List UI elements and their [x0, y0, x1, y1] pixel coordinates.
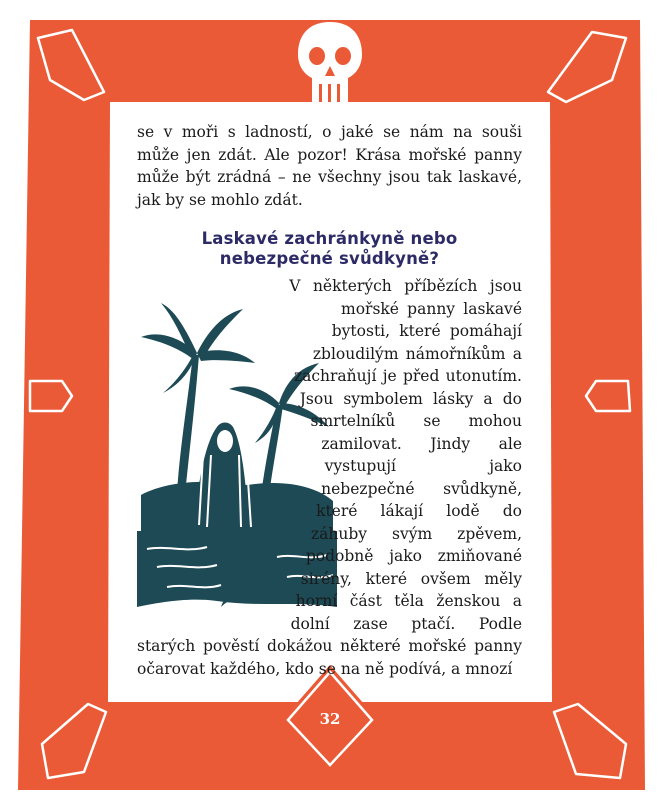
heading-line-2: nebezpečné svůdkyně? — [219, 249, 440, 268]
page-number: 32 — [319, 710, 341, 728]
page-text — [137, 121, 522, 691]
intro-paragraph: se v moři s ladností, o jaké se nám na souši může jen zdát. Ale pozor! Krása mořské panny může být zrádná – ne všechny jsou tak laskavé, jak by se mohlo zdát. — [137, 123, 522, 209]
body-block — [137, 275, 522, 680]
body-paragraph: V některých příbězích jsou mořské panny laskavé bytosti, které pomáhají zbloudilým námořníkům a zachraňují je před utonutím. Jsou symbolem lásky a do smrtelníků se mohou zamilovat. Jindy ale vystupují jako nebezpečné svůdkyně, které lákají lodě do záhuby svým zpěvem, podobně jako zmiňované sirény, které ovšem měly horní část těla ženskou a dolní zase ptačí. Podle starých pověstí dokážou některé mořské panny očarovat každého, kdo se na ně podívá, a mnozí — [137, 277, 522, 678]
section-heading — [137, 229, 522, 269]
skull-icon — [292, 18, 368, 108]
heading-line-1: Laskavé zachránkyně nebo — [201, 229, 458, 248]
